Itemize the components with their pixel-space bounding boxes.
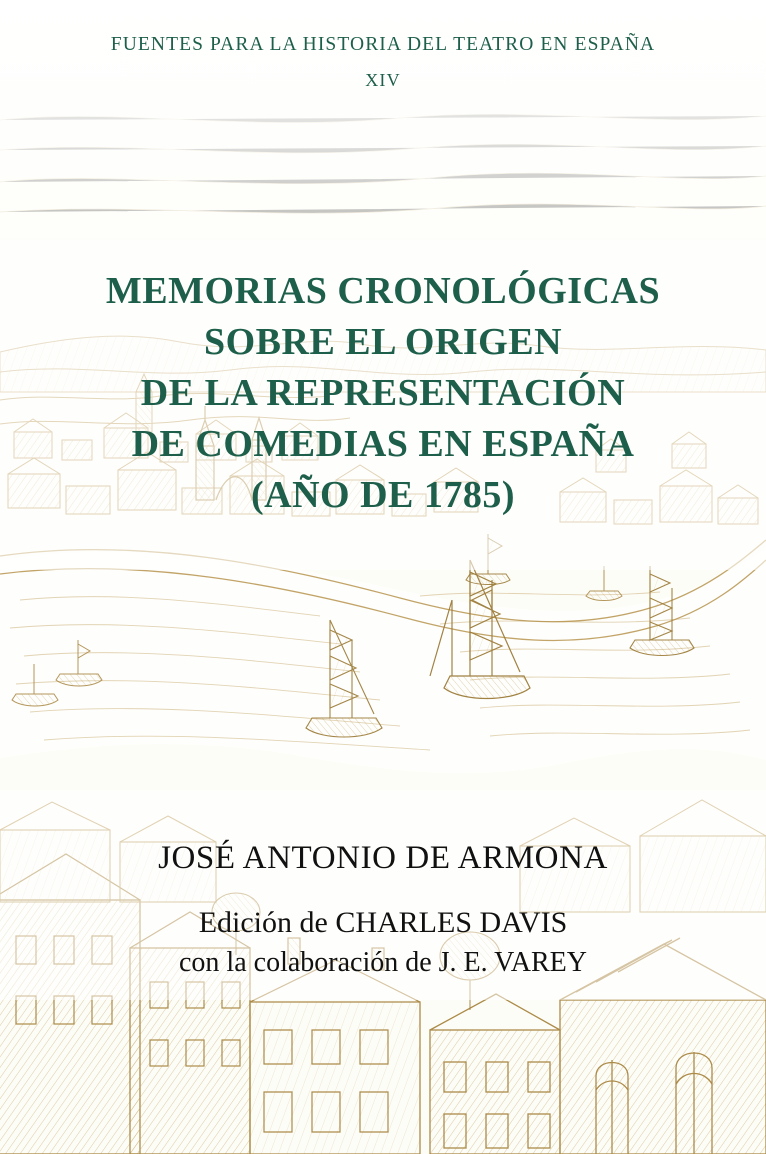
title-line-2: SOBRE EL ORIGEN xyxy=(203,321,563,363)
editor-credits xyxy=(0,903,766,983)
series-block xyxy=(0,34,766,91)
author-block xyxy=(0,840,766,877)
series-volume-number: XIV xyxy=(365,70,401,90)
title-line-4: DE COMEDIAS EN ESPAÑA xyxy=(131,423,635,465)
series-title: FUENTES PARA LA HISTORIA DEL TEATRO EN ESPAÑA xyxy=(110,34,656,55)
title-line-5: (AÑO DE 1785) xyxy=(250,474,516,516)
title-line-3: DE LA REPRESENTACIÓN xyxy=(140,372,626,414)
page-title xyxy=(0,266,766,521)
author-name: JOSÉ ANTONIO DE ARMONA xyxy=(158,840,608,876)
title-line-1: MEMORIAS CRONOLÓGICAS xyxy=(105,270,661,312)
editor-line-2: con la colaboración de J. E. VAREY xyxy=(179,947,587,978)
editor-line-1: Edición de CHARLES DAVIS xyxy=(198,906,568,939)
